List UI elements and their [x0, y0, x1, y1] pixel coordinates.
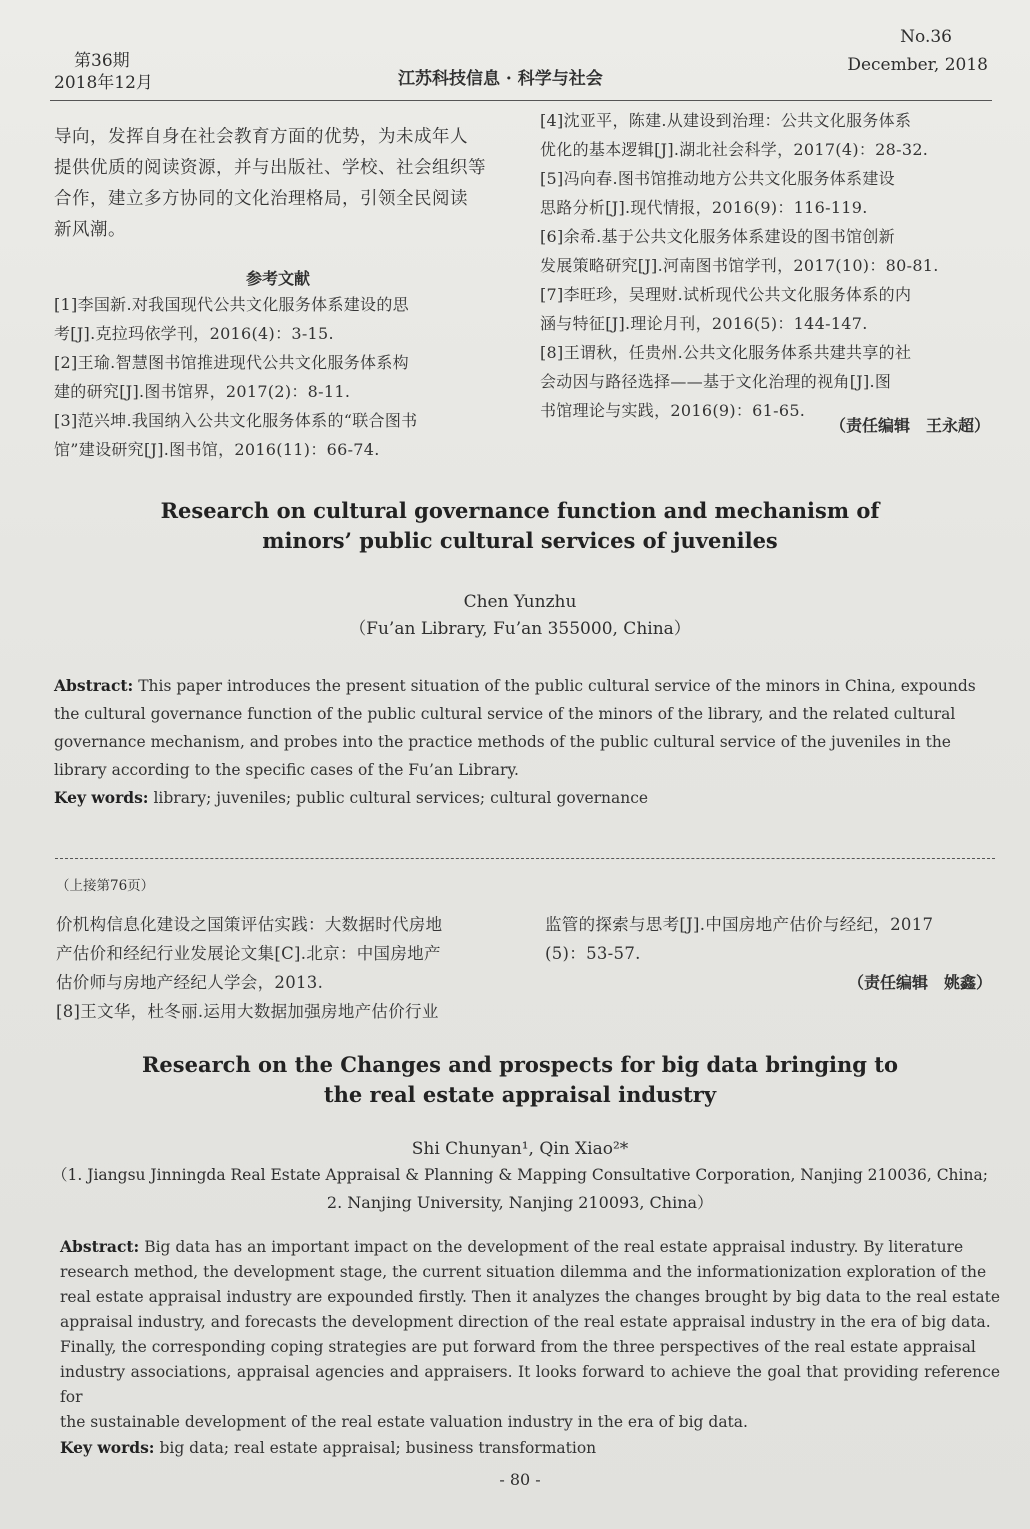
english-title [120, 496, 920, 556]
reference-line: 估价师与房地产经纪人学会，2013. [56, 973, 324, 992]
reference-line: [6]余希.基于公共文化服务体系建设的图书馆创新 [540, 227, 895, 246]
body-line: 新风潮。 [54, 220, 126, 240]
reference-line: 发展策略研究[J].河南图书馆学刊，2017(10)：80-81. [540, 256, 939, 275]
abstract-line: real estate appraisal industry are expounded firstly. Then it analyzes the changes brought by big data to the real estate [60, 1288, 1000, 1306]
body-line: 提供优质的阅读资源，并与出版社、学校、社会组织等 [54, 158, 486, 178]
page-number: - 80 - [499, 1470, 541, 1489]
reference-line: 涵与特征[J].理论月刊，2016(5)：144-147. [540, 314, 868, 333]
body-line: 导向，发挥自身在社会教育方面的优势，为未成年人 [54, 127, 468, 147]
reference-line: [5]冯向春.图书馆推动地方公共文化服务体系建设 [540, 169, 895, 188]
reference-line: 考[J].克拉玛依学刊，2016(4)：3-15. [54, 324, 334, 343]
header-right [847, 26, 988, 76]
header-rule [50, 100, 992, 101]
section-divider [55, 858, 995, 859]
reference-line: [7]李旺珍，吴理财.试析现代公共文化服务体系的内 [540, 285, 912, 304]
reference-line: [2]王瑜.智慧图书馆推进现代公共文化服务体系构 [54, 353, 409, 372]
authors-2: Shi Chunyan¹, Qin Xiao²* [411, 1139, 629, 1159]
title-line: Research on the Changes and prospects for big data bringing to [141, 1052, 898, 1077]
references-left [54, 290, 504, 464]
keywords: big data; real estate appraisal; business transformation [154, 1439, 597, 1457]
keywords-label: Key words: [60, 1438, 155, 1457]
abstract-line: appraisal industry, and forecasts the development direction of the real estate appraisal industry in the era of big data. [60, 1313, 991, 1331]
reference-line: 建的研究[J].图书馆界，2017(2)：8-11. [54, 382, 351, 401]
continued-note: （上接第76页） [56, 878, 155, 894]
reference-line: [4]沈亚平，陈建.从建设到治理：公共文化服务体系 [540, 111, 912, 130]
title-line: Research on cultural governance function and mechanism of [160, 498, 880, 523]
affiliation-2-line1: （1. Jiangsu Jinningda Real Estate Appraisal & Planning & Mapping Consultative Corporation, Nanjing 210036, China; [52, 1166, 988, 1184]
body-line: 合作，建立多方协同的文化治理格局，引领全民阅读 [54, 189, 468, 209]
reference-line: [1]李国新.对我国现代公共文化服务体系建设的思 [54, 295, 409, 314]
body-text-left [54, 122, 502, 246]
reference-line: 价机构信息化建设之国策评估实践：大数据时代房地 [56, 915, 443, 934]
abstract-line: library according to the specific cases of the Fu’an Library. [54, 761, 519, 779]
journal-title: 江苏科技信息 · 科学与社会 [398, 69, 603, 89]
reference-line: 思路分析[J].现代情报，2016(9)：116-119. [540, 198, 868, 217]
english-title-2 [120, 1050, 920, 1110]
keywords-label: Key words: [54, 788, 149, 807]
reference-line: 馆”建设研究[J].图书馆，2016(11)：66-74. [54, 440, 380, 459]
abstract-label: Abstract: [60, 1237, 140, 1256]
date-cn: 2018年12月 [54, 73, 153, 93]
reference-line: (5)：53-57. [545, 944, 641, 963]
reference-line: [3]范兴坤.我国纳入公共文化服务体系的“联合图书 [54, 411, 418, 430]
responsible-editor-2: （责任编辑 姚鑫） [847, 973, 992, 992]
references-heading: 参考文献 [245, 269, 310, 288]
reference-line: 产估价和经纪行业发展论文集[C].北京：中国房地产 [56, 944, 441, 963]
reference-line: [8]王文华，杜冬丽.运用大数据加强房地产估价行业 [56, 1002, 439, 1021]
affiliation-2-line2: 2. Nanjing University, Nanjing 210093, China） [326, 1193, 714, 1212]
title-line: the real estate appraisal industry [323, 1082, 717, 1107]
header-left [54, 50, 153, 94]
reference-line: 会动因与路径选择——基于文化治理的视角[J].图 [540, 372, 892, 391]
title-line: minors’ public cultural services of juveniles [262, 528, 778, 553]
author: Chen Yunzhu [463, 592, 577, 612]
affiliation: （Fu’an Library, Fu’an 355000, China） [349, 619, 691, 639]
abstract-2 [60, 1234, 1000, 1461]
references-right-2 [545, 910, 1005, 968]
abstract-line: the sustainable development of the real estate valuation industry in the era of big data. [60, 1413, 748, 1431]
responsible-editor: （责任编辑 王永超） [829, 416, 990, 435]
reference-line: [8]王谓秋，任贵州.公共文化服务体系共建共享的社 [540, 343, 912, 362]
reference-line: 优化的基本逻辑[J].湖北社会科学，2017(4)：28-32. [540, 140, 929, 159]
abstract-line: industry associations, appraisal agencies and appraisers. It looks forward to achieve the goal that providing reference for [60, 1363, 1000, 1406]
issue-en: No.36 [900, 27, 952, 47]
references-left-2 [56, 910, 516, 1026]
abstract-label: Abstract: [54, 676, 134, 695]
abstract-line: research method, the development stage, the current situation dilemma and the informationization exploration of the [60, 1263, 987, 1281]
references-right [540, 106, 1000, 425]
abstract-line: governance mechanism, and probes into the practice methods of the public cultural service of the juveniles in the [54, 733, 951, 751]
date-en: December, 2018 [847, 55, 988, 75]
abstract-line: the cultural governance function of the public cultural service of the minors of the library, and the related cultural [54, 705, 956, 723]
abstract-line: Finally, the corresponding coping strategies are put forward from the three perspectives of the real estate appraisal [60, 1338, 976, 1356]
abstract-line: Big data has an important impact on the development of the real estate appraisal industry. By literature [139, 1238, 964, 1256]
reference-line: 监管的探索与思考[J].中国房地产估价与经纪，2017 [545, 915, 934, 934]
issue-cn: 第36期 [74, 51, 130, 71]
abstract-line: This paper introduces the present situation of the public cultural service of the minors in China, expounds [133, 677, 976, 695]
reference-line: 书馆理论与实践，2016(9)：61-65. [540, 401, 806, 420]
abstract [54, 672, 994, 812]
keywords: library; juveniles; public cultural services; cultural governance [148, 789, 649, 807]
